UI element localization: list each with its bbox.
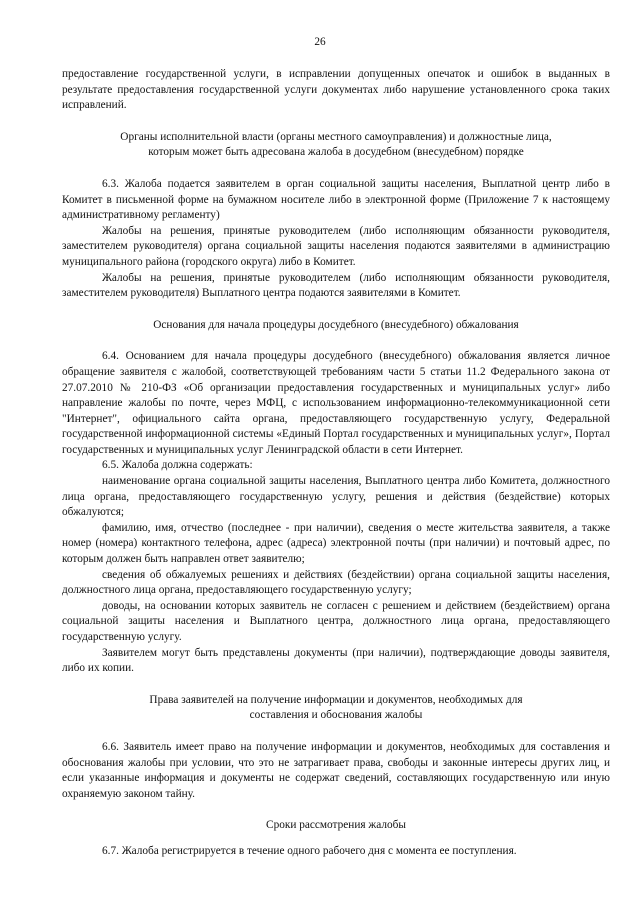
paragraph: сведения об обжалуемых решениях и действиях (бездействии) органа социальной защиты населения, должностного лица органа, предоставляющего государственную услугу; [62, 568, 610, 597]
page-number: 26 [314, 36, 326, 48]
paragraph: 6.6. Заявитель имеет право на получение информации и документов, необходимых для составления и обоснования жалобы при условии, что это не затрагивает права, свободы и законные интересы других лиц, и если указанные информация и документы не содержат сведений, составляющих государственную или иную охраняемую законом тайну. [62, 740, 610, 800]
paragraph: 6.5. Жалоба должна содержать: [102, 459, 253, 472]
paragraph: Заявителем могут быть представлены документы (при наличии), подтверждающие доводы заявителя, либо их копии. [62, 646, 610, 675]
section-heading: Сроки рассмотрения жалобы [266, 819, 406, 832]
document-body [62, 67, 610, 860]
paragraph: доводы, на основании которых заявитель не согласен с решением и действием (бездействием) органа социальной защиты населения и Выплатного центра, должностного лица органа, предоставляющего государственную услугу. [62, 599, 610, 643]
paragraph: Жалобы на решения, принятые руководителем (либо исполняющим обязанности руководителя, заместителем руководителя) органа социальной защиты населения подаются заявителями в администрацию муниципального района (городского округа) либо в Комитет. [62, 224, 610, 268]
paragraph: наименование органа социальной защиты населения, Выплатного центра либо Комитета, должностного лица органа, предоставляющего государственную услугу, решения и действия (бездействие) которых обжалуются; [62, 475, 610, 519]
paragraph: Жалобы на решения, принятые руководителем (либо исполняющим обязанности руководителя, заместителем руководителя) Выплатного центра подаются заявителями в Комитет. [62, 271, 610, 300]
paragraph: 6.3. Жалоба подается заявителем в орган социальной защиты населения, Выплатной центр либо в Комитет в письменной форме на бумажном носителе либо в электронной форме (Приложение 7 к настоящему административному регламенту) [62, 177, 610, 222]
section-heading: Органы исполнительной власти (органы местного самоуправления) и должностные лица, которым может быть адресована жалоба в досудебном (внесудебном) порядке [120, 130, 552, 159]
paragraph: 6.7. Жалоба регистрируется в течение одного рабочего дня с момента ее поступления. [102, 844, 517, 857]
paragraph: 6.4. Основанием для начала процедуры досудебного (внесудебного) обжалования является личное обращение заявителя с жалобой, соответствующей требованиям части 5 статьи 11.2 Федерального закона от 27.07.2010 № 210-ФЗ «Об организации предоставления государственных и муниципальных услуг» либо направление жалобы по почте, через МФЦ, с использованием информационно-телекоммуникационной сети "Интернет", официального сайта органа, предоставляющего государственную услугу, Федеральной государственной информационной системы «Единый Портал государственных и муниципальных услуг», Портал государственных и муниципальных услуг Ленинградской области в сети Интернет. [62, 350, 610, 456]
section-heading: Права заявителей на получение информации и документов, необходимых для составления и обоснования жалобы [149, 693, 523, 722]
paragraph: фамилию, имя, отчество (последнее - при наличии), сведения о месте жительства заявителя, а также номер (номера) контактного телефона, адрес (адреса) электронной почты (при наличии) и почтовый адрес, по которым должен быть направлен ответ заявителю; [62, 521, 610, 566]
section-heading: Основания для начала процедуры досудебного (внесудебного) обжалования [153, 318, 519, 331]
paragraph: предоставление государственной услуги, в исправлении допущенных опечаток и ошибок в выданных в результате предоставления государственной услуги документах либо нарушение установленного срока таких исправлений. [62, 68, 610, 112]
